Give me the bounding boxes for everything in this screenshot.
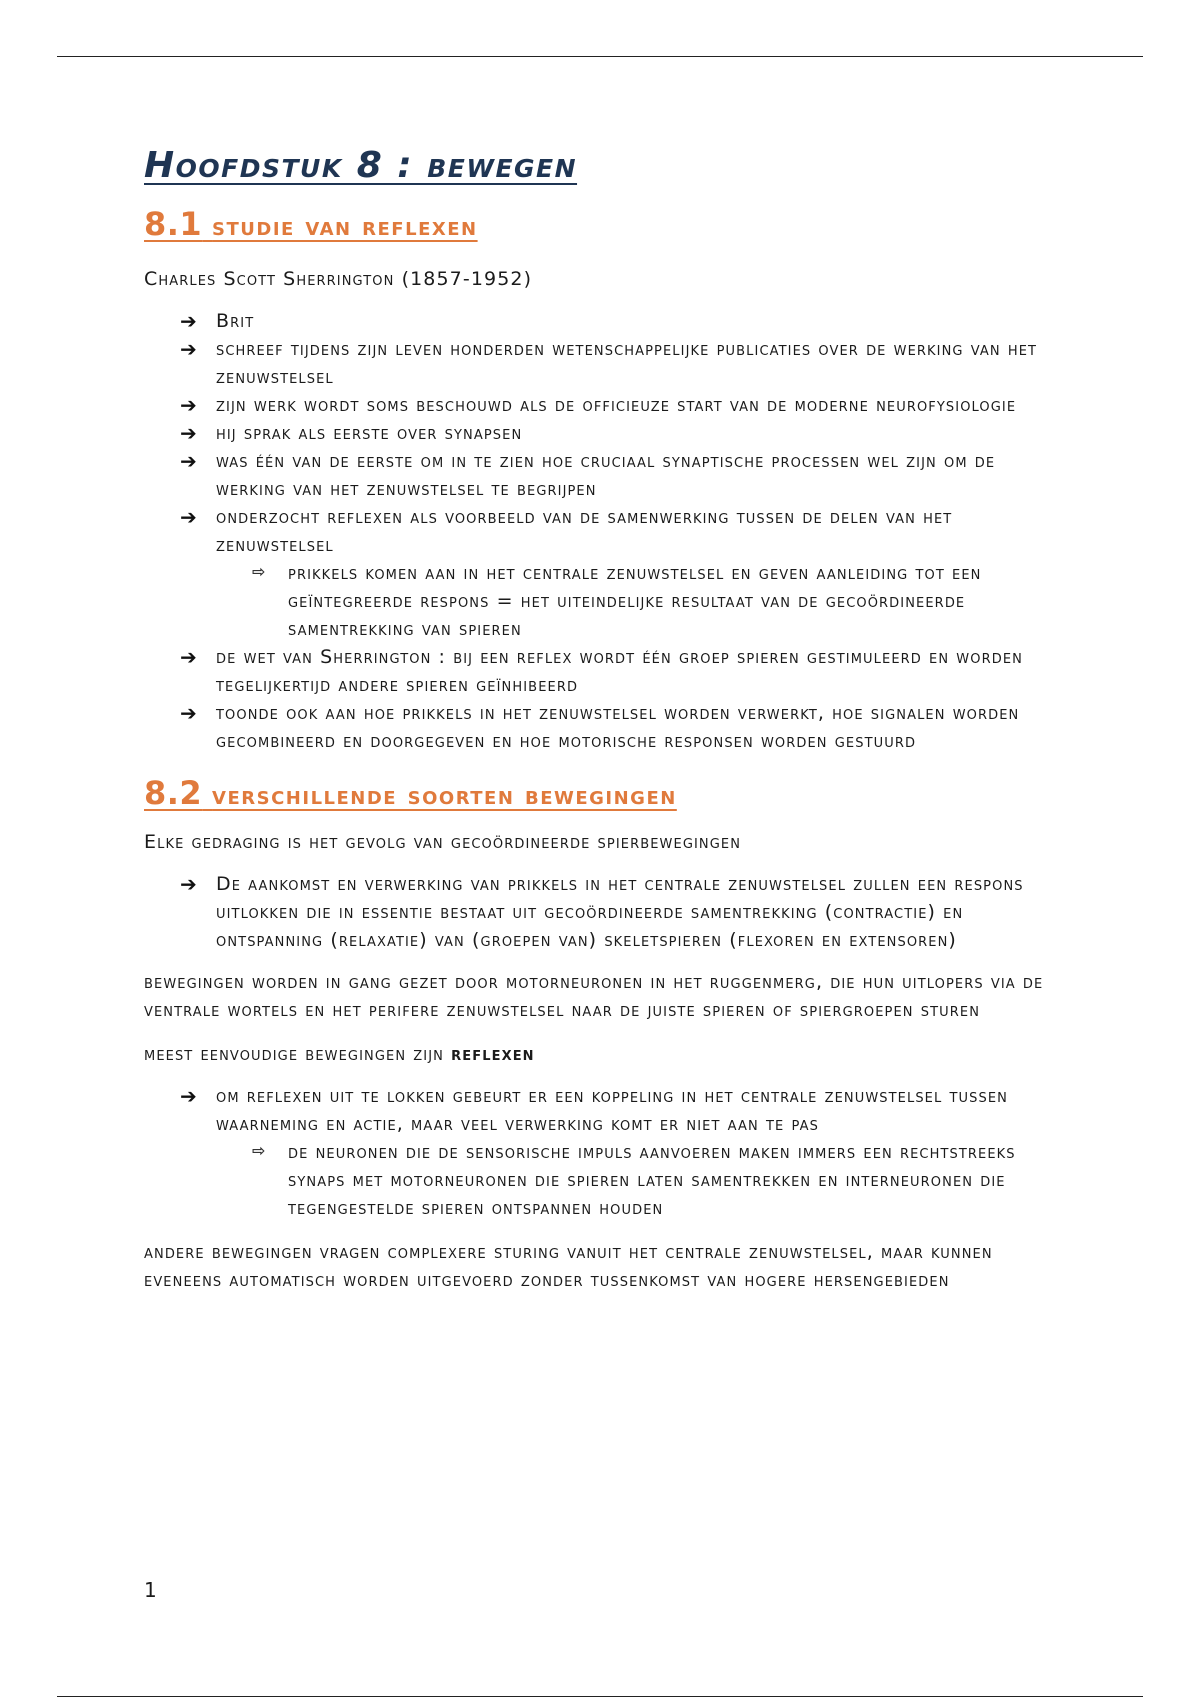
section-heading-8-2 [144, 773, 1060, 816]
paragraph-reflexes: meest eenvoudige bewegingen zijn reflexen [144, 1043, 535, 1065]
bullets-response [144, 870, 1060, 954]
bottom-rule [57, 1696, 1143, 1697]
arrow-right-icon: ➔ [180, 393, 198, 417]
list-item: ➔ onderzocht reflexen als voorbeeld van de samenwerking tussen de delen van het zenuwstelsel ⇨ prikkels komen aan in het centrale zenuwstelsel en geven aanleiding tot een geïntegreerde respons = het uiteindelijke resultaat van de gecoördineerde samentrekking van spieren [216, 503, 1060, 643]
paragraph-motorneurons: bewegingen worden in gang gezet door motorneuronen in het ruggenmerg, die hun uitlopers via de ventrale wortels en het perifere zenuwstelsel naar de juiste spieren of spiergroepen sturen [144, 971, 1044, 1021]
list-item: ➔ de wet van Sherrington : bij een reflex wordt één groep spieren gestimuleerd en worden tegelijkertijd andere spieren geïnhibeerd [180, 645, 1023, 696]
arrow-right-icon: ➔ [180, 421, 198, 445]
page-number: 1 [144, 1578, 157, 1602]
arrow-right-icon: ➔ [180, 505, 198, 529]
list-item: ➔ toonde ook aan hoe prikkels in het zenuwstelsel worden verwerkt, hoe signalen worden gecombineerd en doorgegeven en hoe motorische responsen worden gestuurd [180, 701, 1020, 752]
list-item: ➔ De aankomst en verwerking van prikkels in het centrale zenuwstelsel zullen een respons uitlokken die in essentie bestaat uit gecoördineerde samentrekking (contractie) en ontspanning (relaxatie) van (groepen van) skeletspieren (flexoren en extensoren) [180, 872, 1024, 951]
section-number: 8.1 [144, 205, 203, 243]
section-number: 8.2 [144, 774, 203, 812]
author-line: Charles Scott Sherrington (1857-1952) [144, 268, 533, 290]
bullets-reflexes [144, 1082, 1060, 1222]
list-item: ➔ schreef tijdens zijn leven honderden wetenschappelijke publicaties over de werking van het zenuwstelsel [180, 337, 1038, 388]
sub-list-item: ⇨ de neuronen die de sensorische impuls aanvoeren maken immers een rechtstreeks synaps met motorneuronen die spieren laten samentrekken en interneuronen die tegengestelde spieren ontspannen houden [288, 1138, 1060, 1222]
list-item: ➔ Brit [180, 309, 255, 333]
section-title: verschillende soorten bewegingen [212, 781, 677, 811]
list-item: ➔ zijn werk wordt soms beschouwd als de officieuze start van de moderne neurofysiologie [180, 393, 1017, 417]
section-heading-8-1 [144, 204, 1060, 247]
arrow-right-icon: ➔ [180, 449, 198, 473]
paragraph-complex-movements: andere bewegingen vragen complexere sturing vanuit het centrale zenuwstelsel, maar kunnen eveneens automatisch worden uitgevoerd zonder tussenkomst van hogere hersengebieden [144, 1241, 993, 1291]
list-item: ➔ hij sprak als eerste over synapsen [180, 421, 523, 445]
document-body [144, 140, 1060, 1294]
arrow-right-icon: ➔ [180, 309, 198, 333]
arrow-right-icon: ➔ [180, 872, 198, 896]
paragraph-intro: Elke gedraging is het gevolg van gecoördineerde spierbewegingen [144, 831, 742, 853]
top-rule [57, 56, 1143, 57]
list-item: ➔ om reflexen uit te lokken gebeurt er een koppeling in het centrale zenuwstelsel tussen waarneming en actie, maar veel verwerking komt er niet aan te pas ⇨ de neuronen die de sensorische impuls aanvoeren maken immers een rechtstreeks synaps met motorneuronen die spieren laten samentrekken en interneuronen die tegengestelde spieren ontspannen houden [216, 1082, 1060, 1222]
arrow-right-icon: ➔ [180, 701, 198, 725]
sub-list [216, 1138, 1060, 1222]
chapter-title: Hoofdstuk 8 : bewegen [144, 145, 578, 186]
outline-arrow-icon: ⇨ [252, 1141, 267, 1160]
list-item: ➔ was één van de eerste om in te zien hoe cruciaal synaptische processen wel zijn om de werking van het zenuwstelsel te begrijpen [180, 449, 996, 500]
sub-list-item: ⇨ prikkels komen aan in het centrale zenuwstelsel en geven aanleiding tot een geïntegreerde respons = het uiteindelijke resultaat van de gecoördineerde samentrekking van spieren [288, 559, 1060, 643]
sherrington-bullets [144, 307, 1060, 755]
arrow-right-icon: ➔ [180, 645, 198, 669]
arrow-right-icon: ➔ [180, 337, 198, 361]
bold-term: reflexen [451, 1043, 535, 1065]
arrow-right-icon: ➔ [180, 1084, 198, 1108]
sub-list [216, 559, 1060, 643]
outline-arrow-icon: ⇨ [252, 562, 267, 581]
section-title: studie van reflexen [212, 212, 478, 242]
